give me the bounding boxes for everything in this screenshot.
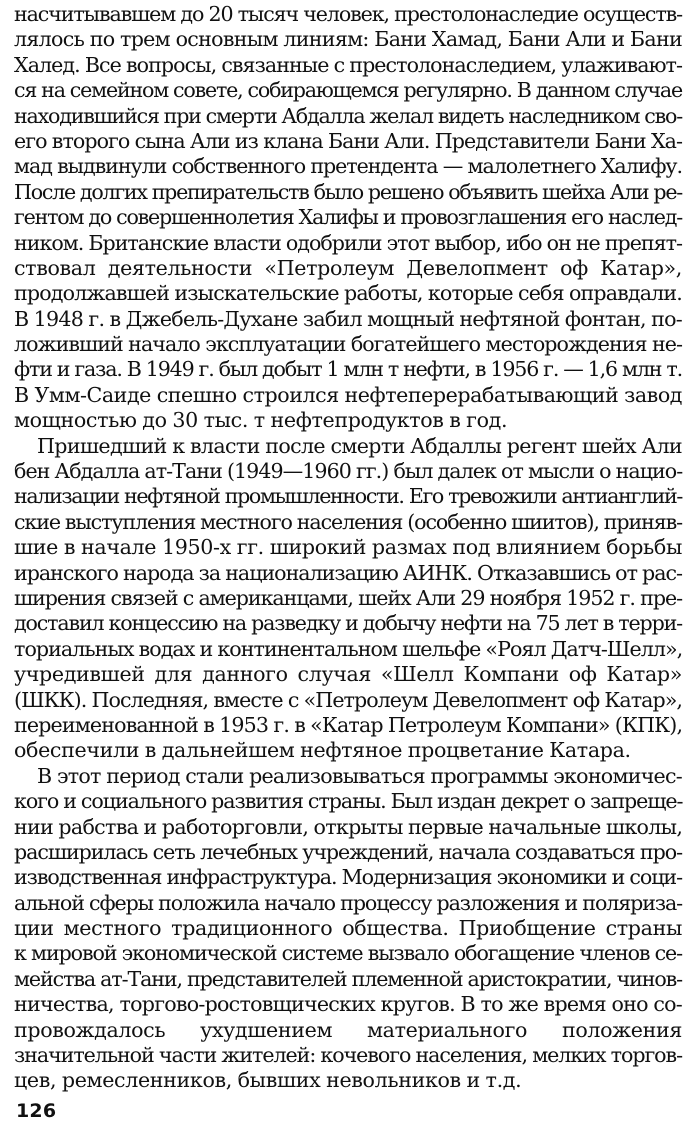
text-line: обеспечили в дальнейшем нефтяное процветание Катара. — [14, 738, 631, 763]
text-line: ции местного традиционного общества. Приобщение страны — [14, 916, 682, 941]
text-line: В этот период стали реализовываться программы экономичес- — [37, 763, 682, 788]
paragraph-2 — [14, 434, 682, 764]
text-line: (ШКК). Последняя, вместе с «Петролеум Девелопмент оф Катар», — [14, 687, 682, 712]
text-line: значительной части жителей: кочевого населения, мелких торгов- — [14, 1043, 682, 1068]
paragraph-1 — [14, 2, 682, 434]
text-line: провождалось ухудшением материального положения — [14, 1017, 682, 1042]
text-line: фти и газа. В 1949 г. был добыт 1 млн т нефти, в 1956 г. — 1,6 млн т. — [14, 357, 682, 382]
text-line: альной сферы положила начало процессу разложения и поляриза- — [14, 890, 682, 915]
text-line: к мировой экономической системе вызвало обогащение членов се- — [14, 941, 682, 966]
text-line: продолжавшей изыскательские работы, которые себя оправдали. — [14, 281, 682, 306]
text-line: доставил концессию на разведку и добычу нефти на 75 лет в терри- — [14, 611, 682, 636]
text-line: учредившей для данного случая «Шелл Компани оф Катар» — [14, 662, 682, 687]
page-body — [14, 2, 683, 1122]
text-line: ся на семейном совете, собирающемся регулярно. В данном случае — [14, 78, 682, 103]
text-line: нализации нефтяной промышленности. Его тревожили антианглий- — [14, 484, 682, 509]
text-line: шие в начале 1950-х гг. широкий размах под влиянием борьбы — [14, 535, 682, 560]
paragraph-3 — [14, 764, 682, 1094]
text-line: переименованной в 1953 г. в «Катар Петролеум Компани» (КПК), — [14, 712, 683, 737]
text-line: кого и социального развития страны. Был издан декрет о запреще- — [14, 789, 683, 814]
text-line: ствовал деятельности «Петролеум Девелопмент оф Катар», — [14, 255, 682, 280]
text-line: изводственная инфраструктура. Модернизация экономики и соци- — [14, 865, 682, 890]
text-line: После долгих препирательств было решено объявить шейха Али ре- — [14, 179, 682, 204]
text-line: мейства ат-Тани, представителей племенной аристократии, чинов- — [14, 966, 682, 991]
text-line: ником. Британские власти одобрили этот выбор, ибо он не препят- — [14, 230, 682, 255]
text-line: бен Абдалла ат-Тани (1949—1960 гг.) был далек от мысли о нацио- — [14, 459, 683, 484]
text-line: его второго сына Али из клана Бани Али. Представители Бани Ха- — [14, 128, 682, 153]
text-line: В Умм-Саиде спешно строился нефтеперерабатывающий завод — [14, 382, 682, 407]
text-line: иранского народа за национализацию АИНК. Отказавшись от рас- — [14, 560, 682, 585]
text-line: мад выдвинули собственного претендента — малолетнего Халифу. — [14, 154, 682, 179]
text-line: гентом до совершеннолетия Халифы и провозглашения его наслед- — [14, 205, 682, 230]
text-line: ничества, торгово-ростовщических кругов. В то же время оно со- — [14, 992, 682, 1017]
text-line: нии рабства и работорговли, открыты первые начальные школы, — [14, 814, 683, 839]
page-number: 126 — [16, 1100, 57, 1122]
text-line: Пришедший к власти после смерти Абдаллы регент шейх Али — [37, 433, 682, 458]
text-line: В 1948 г. в Джебель-Духане забил мощный нефтяной фонтан, по- — [14, 306, 682, 331]
text-line: находившийся при смерти Абдалла желал видеть наследником сво- — [14, 103, 682, 128]
text-line: ложивший начало эксплуатации богатейшего месторождения не- — [14, 332, 682, 357]
text-line: насчитывавшем до 20 тысяч человек, престолонаследие осуществ- — [14, 2, 682, 26]
text-line: Халед. Все вопросы, связанные с престолонаследием, улаживают- — [14, 52, 682, 77]
text-line: ширения связей с американцами, шейх Али 29 ноября 1952 г. пре- — [14, 585, 682, 610]
text-line: расширилась сеть лечебных учреждений, начала создаваться про- — [14, 839, 682, 864]
text-line: ториальных водах и континентальном шельфе «Роял Датч-Шелл», — [14, 636, 683, 661]
text-line: цев, ремесленников, бывших невольников и т.д. — [14, 1068, 522, 1093]
text-line: лялось по трем основным линиям: Бани Хамад, Бани Али и Бани — [14, 27, 682, 52]
text-line: мощностью до 30 тыс. т нефтепродуктов в год. — [14, 408, 508, 433]
text-line: ские выступления местного населения (особенно шиитов), приняв- — [14, 509, 683, 534]
